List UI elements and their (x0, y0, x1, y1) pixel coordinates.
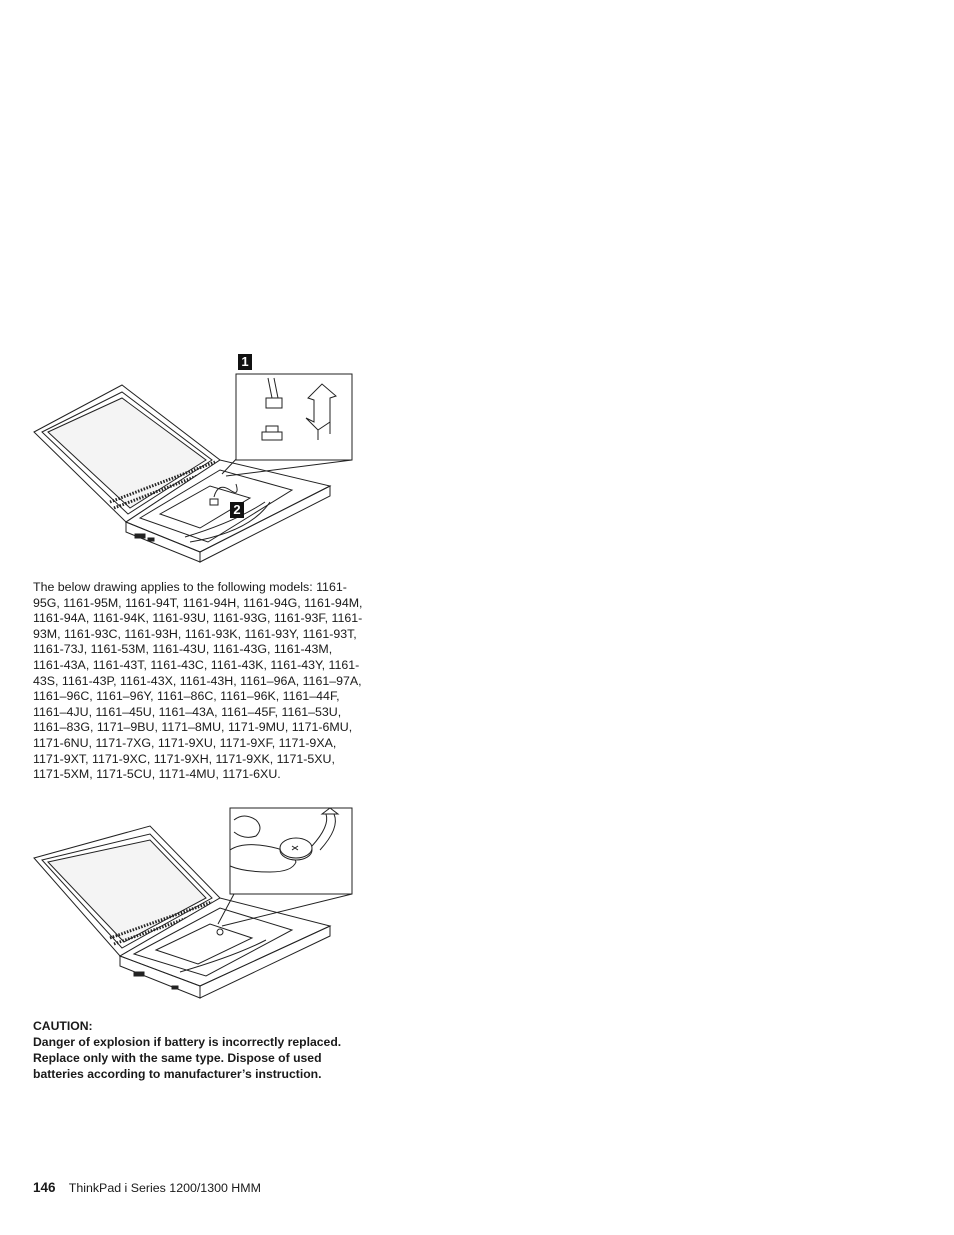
laptop-illustration-2 (30, 806, 356, 1012)
document-title: ThinkPad i Series 1200/1300 HMM (68, 1181, 261, 1195)
laptop-illustration-1 (30, 352, 356, 578)
caution-block (33, 1018, 363, 1082)
caution-text: Danger of explosion if battery is incorrectly replaced. Replace only with the same type. Dispose of used batteries according to manufacturer’s instruction. (33, 1035, 342, 1081)
figure-battery-connector (30, 352, 356, 578)
page-number: 146 (33, 1180, 56, 1195)
caution-heading: CAUTION: (33, 1019, 93, 1033)
figure-backup-battery-removal (30, 806, 356, 1012)
callout-1: 1 (238, 354, 252, 370)
model-list-text: The below drawing applies to the following models: 1161-95G, 1161-95M, 1161-94T, 1161-94H, 1161-94G, 1161-94M, 1161-94A, 1161-94K, 1161-93U, 1161-93G, 1161-93F, 1161-93M, 1161-93C, 1161-93H, 1161-93K, 1161-93Y, 1161-93T, 1161-73J, 1161-53M, 1161-43U, 1161-43G, 1161-43M, 1161-43A, 1161-43T, 1161-43C, 1161-43K, 1161-43Y, 1161-43S, 1161-43P, 1161-43X, 1161-43H, 1161–96A, 1161–97A, 1161–96C, 1161–96Y, 1161–86C, 1161–96K, 1161–44F, 1161–4JU, 1161–45U, 1161–43A, 1161–45F, 1161–53U, 1161–83G, 1171–9BU, 1171–8MU, 1171-9MU, 1171-6MU, 1171-6NU, 1171-7XG, 1171-9XU, 1171-9XF, 1171-9XA, 1171-9XT, 1171-9XC, 1171-9XH, 1171-9XK, 1171-5XU, 1171-5XM, 1171-5CU, 1171-4MU, 1171-6XU. (33, 580, 363, 782)
page-footer (33, 1180, 261, 1196)
callout-2: 2 (230, 502, 244, 518)
